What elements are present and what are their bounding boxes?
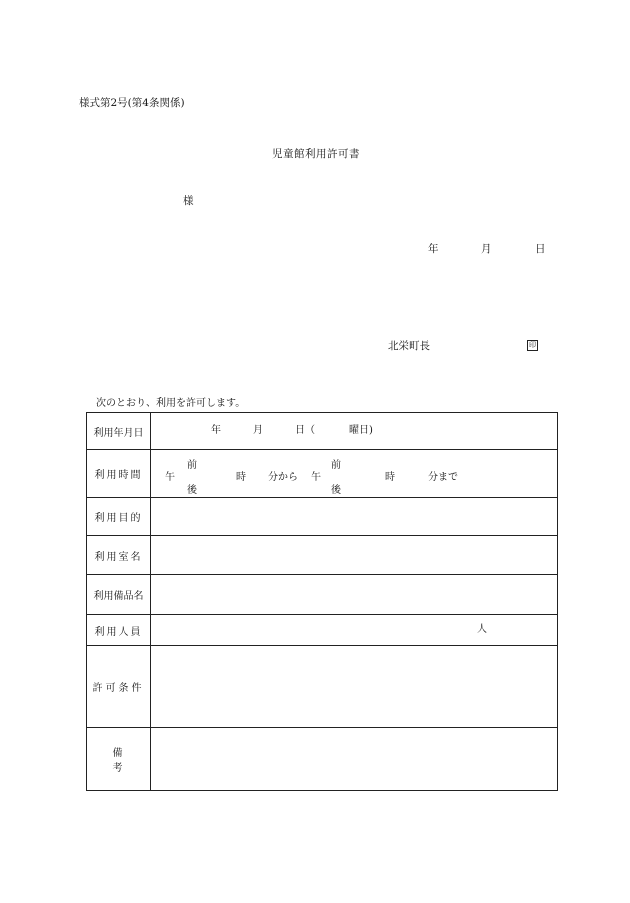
label-conditions: 許可条件 xyxy=(87,646,151,728)
label-equipment: 利用備品名 xyxy=(87,575,151,615)
people-unit: 人 xyxy=(477,624,487,635)
date-year-unit: 年 xyxy=(211,425,221,436)
addressee-suffix: 様 xyxy=(183,195,194,207)
row-remarks xyxy=(87,728,558,791)
row-conditions xyxy=(87,646,558,728)
date-weekday-unit: 曜日) xyxy=(349,425,373,436)
date-month: 月 xyxy=(481,243,492,255)
value-people[interactable] xyxy=(151,615,558,646)
value-purpose[interactable] xyxy=(151,498,558,536)
end-am: 前 xyxy=(331,460,341,471)
permit-table xyxy=(86,412,558,791)
date-month-unit: 月 xyxy=(253,425,263,436)
end-pm: 後 xyxy=(331,485,341,496)
form-number: 様式第2号(第4条関係) xyxy=(79,97,185,109)
label-room: 利用室名 xyxy=(87,536,151,575)
date-day: 日 xyxy=(535,243,546,255)
date-day-unit: 日（ xyxy=(295,425,315,436)
label-remarks: 備考 xyxy=(87,728,151,791)
issuer-name: 北栄町長 xyxy=(388,340,430,352)
start-noon: 午 xyxy=(165,472,175,483)
seal-mark xyxy=(527,339,538,351)
start-pm: 後 xyxy=(187,485,197,496)
value-time xyxy=(151,450,558,498)
end-hour: 時 xyxy=(385,472,395,483)
label-people: 利用人員 xyxy=(87,615,151,646)
label-date: 利用年月日 xyxy=(87,413,151,450)
end-until: 分まで xyxy=(428,472,458,483)
label-time: 利用時間 xyxy=(87,450,151,498)
value-conditions[interactable] xyxy=(151,646,558,728)
document-title: 児童館利用許可書 xyxy=(272,148,360,160)
row-people xyxy=(87,615,558,646)
row-equipment xyxy=(87,575,558,615)
value-equipment[interactable] xyxy=(151,575,558,615)
value-room[interactable] xyxy=(151,536,558,575)
start-am: 前 xyxy=(187,460,197,471)
row-room xyxy=(87,536,558,575)
end-noon: 午 xyxy=(311,472,321,483)
intro-text: 次のとおり、利用を許可します。 xyxy=(96,398,246,409)
start-hour: 時 xyxy=(236,472,246,483)
seal-icon: 印 xyxy=(529,341,536,349)
date-year: 年 xyxy=(428,243,439,255)
row-date xyxy=(87,413,558,450)
row-time xyxy=(87,450,558,498)
start-from: 分から xyxy=(268,472,298,483)
label-purpose: 利用目的 xyxy=(87,498,151,536)
value-remarks[interactable] xyxy=(151,728,558,791)
row-purpose xyxy=(87,498,558,536)
value-date xyxy=(151,413,558,450)
